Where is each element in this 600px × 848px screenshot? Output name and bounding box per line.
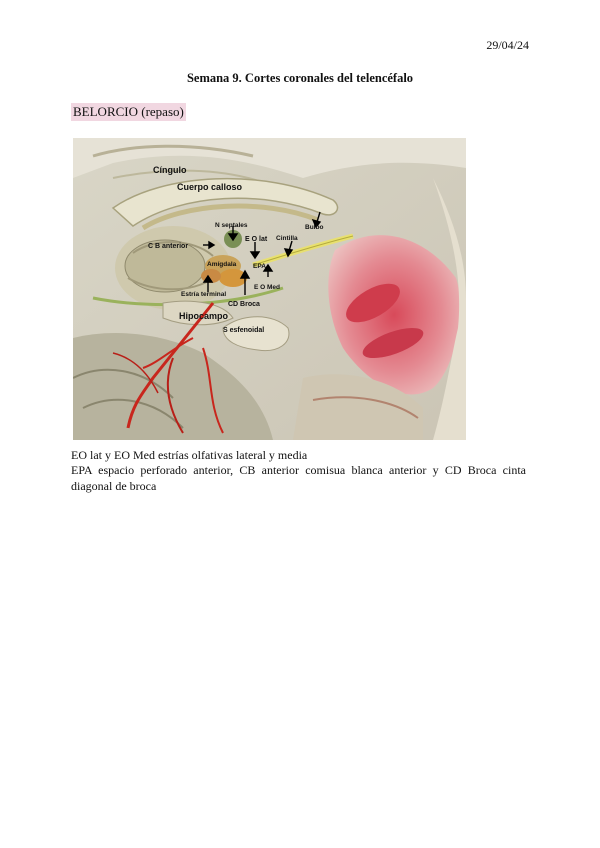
label-hipocampo: Hipocampo — [179, 311, 229, 321]
brain-sagittal-illustration — [73, 138, 466, 440]
label-cb-anterior: C B anterior — [148, 243, 189, 250]
label-eo-lat: E O lat — [245, 236, 268, 243]
caption-olfactory-striae: EO lat y EO Med estrías olfativas lateral y media — [71, 448, 308, 462]
label-eo-med: E O Med — [254, 284, 281, 291]
label-cintilla: Cintilla — [276, 235, 298, 242]
page-title: Semana 9. Cortes coronales del telencéfalo — [186, 71, 414, 85]
label-cuerpo-calloso: Cuerpo calloso — [177, 182, 243, 192]
section-heading: BELORCIO (repaso) — [73, 104, 184, 119]
label-s-esfenoidal: S esfenoidal — [223, 327, 265, 334]
label-cd-broca: CD Broca — [228, 301, 260, 308]
caption-abbreviations: EPA espacio perforado anterior, CB anterior comisua blanca anterior y CD Broca cinta diagonal de broca — [71, 463, 526, 493]
label-estria-terminal: Estría terminal — [181, 291, 227, 298]
label-epa: EPA — [253, 263, 266, 270]
label-cingulo: Cíngulo — [153, 165, 187, 175]
header-date: 29/04/24 — [486, 38, 529, 52]
label-bulbo: Bulbo — [305, 224, 324, 231]
label-n-septales: N septales — [215, 222, 248, 229]
label-amigdala: Amígdala — [207, 261, 237, 268]
